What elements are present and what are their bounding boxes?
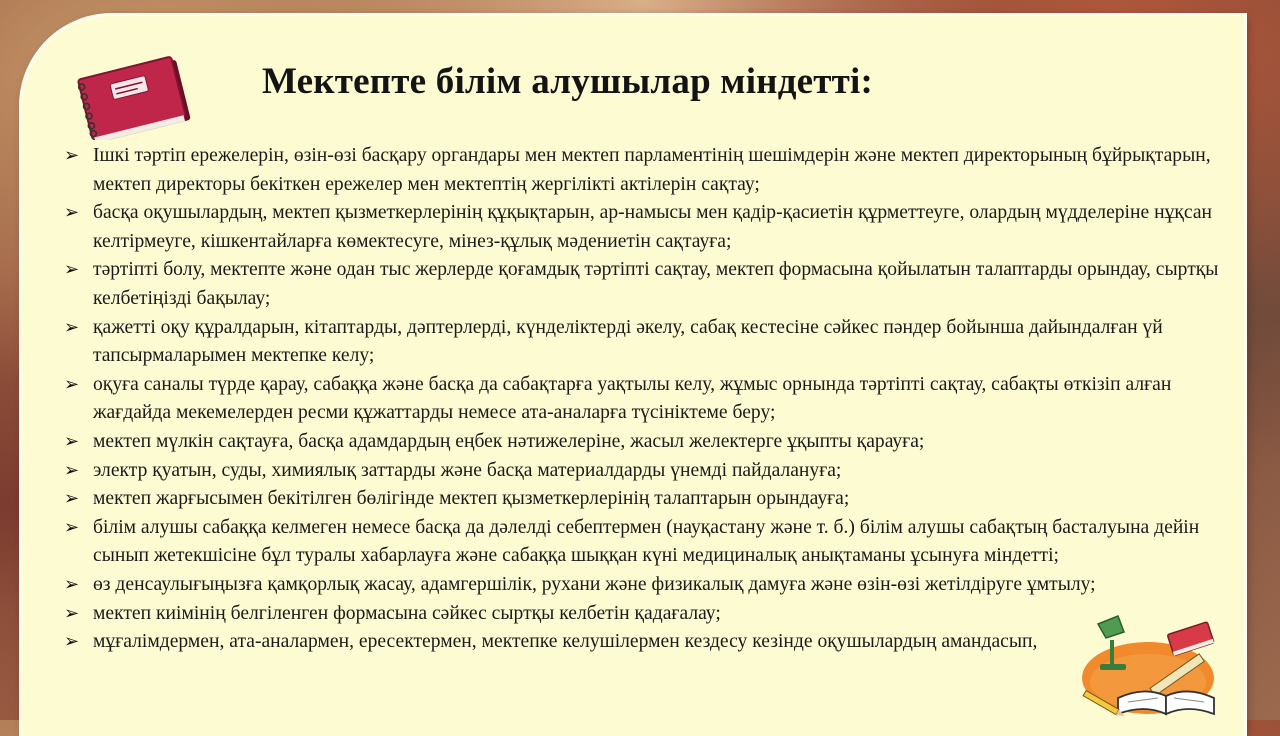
slide-title: Мектепте білім алушылар міндетті: (262, 61, 873, 102)
list-item: ➢ мектеп жарғысымен бекітілген бөлігінде мектеп қызметкерлерінің талаптарын орындауға; (62, 485, 1222, 514)
arrowhead-bullet-icon: ➢ (64, 430, 80, 452)
list-item: ➢ мұғалімдермен, ата-аналармен, ересектермен, мектепке келушілермен кездесу кезінде оқушылардың амандасып, (62, 628, 1222, 657)
arrowhead-bullet-icon: ➢ (64, 516, 80, 538)
arrowhead-bullet-icon: ➢ (64, 145, 80, 166)
arrowhead-bullet-icon: ➢ (64, 259, 80, 281)
arrowhead-bullet-icon: ➢ (64, 631, 80, 653)
arrowhead-bullet-icon: ➢ (64, 202, 80, 224)
list-item: ➢ мектеп мүлкін сақтауға, басқа адамдардың еңбек нәтижелеріне, жасыл желектерге ұқыпты қарауға; (62, 428, 1222, 457)
list-item: ➢ оқуға саналы түрде қарау, сабаққа және басқа да сабақтарға уақтылы келу, жұмыс орнында тәртіпті сақтау, сабақты өткізіп алған жағдайда мекемелерден ресми құжаттарды немесе ата-аналарға түсініктеме беру; (62, 371, 1222, 428)
arrowhead-bullet-icon: ➢ (64, 373, 80, 395)
list-item: ➢ электр қуатын, суды, химиялық заттарды және басқа материалдарды үнемді пайдалануға; (62, 457, 1222, 486)
arrowhead-bullet-icon: ➢ (64, 459, 80, 481)
arrowhead-bullet-icon: ➢ (64, 488, 80, 510)
notebook-icon (74, 56, 200, 140)
arrowhead-bullet-icon: ➢ (64, 602, 80, 624)
list-item: ➢ тәртіпті болу, мектепте және одан тыс жерлерде қоғамдық тәртіпті сақтау, мектеп формасына қойылатын талаптарды орындау, сыртқы келбетіңізді бақылау; (62, 256, 1222, 313)
arrowhead-bullet-icon: ➢ (64, 573, 80, 595)
list-item: ➢ өз денсаулығыңызға қамқорлық жасау, адамгершілік, рухани және физикалық дамуға және өзін-өзі жетілдіруге ұмтылу; (62, 571, 1222, 600)
list-item: ➢ мектеп киімінің белгіленген формасына сәйкес сыртқы келбетін қадағалау; (62, 600, 1222, 629)
arrowhead-bullet-icon: ➢ (64, 316, 80, 338)
list-item: ➢ білім алушы сабаққа келмеген немесе басқа да дәлелді себептермен (науқастану және т. б.) білім алушы сабақтың басталуына дейін сынып жетекшісіне бұл туралы хабарлауға және сабаққа шыққан күні медициналық анықтаманы ұсынуға міндетті; (62, 514, 1222, 571)
list-item: ➢ қажетті оқу құралдарын, кітаптарды, дәптерлерді, күнделіктерді әкелу, сабақ кестесіне сәйкес пәндер бойынша дайындалған үй тапсырмаларымен мектепке келу; (62, 314, 1222, 371)
school-supplies-icon (1078, 606, 1228, 716)
duties-list (62, 142, 1222, 657)
list-item: ➢ Ішкі тәртіп ережелерін, өзін-өзі басқару органдары мен мектеп парламентінің шешімдерін және мектеп директорының бұйрықтарын, мектеп директоры бекіткен ережелер мен мектептің жергілікті актілерін сақтау; (62, 142, 1222, 199)
list-item: ➢ басқа оқушылардың, мектеп қызметкерлерінің құқықтарын, ар-намысы мен қадір-қасиетін құрметтеуге, олардың мүдделеріне нұқсан келтірмеуге, кішкентайларға көмектесуге, мінез-құлық мәдениетін сақтауға; (62, 199, 1222, 256)
